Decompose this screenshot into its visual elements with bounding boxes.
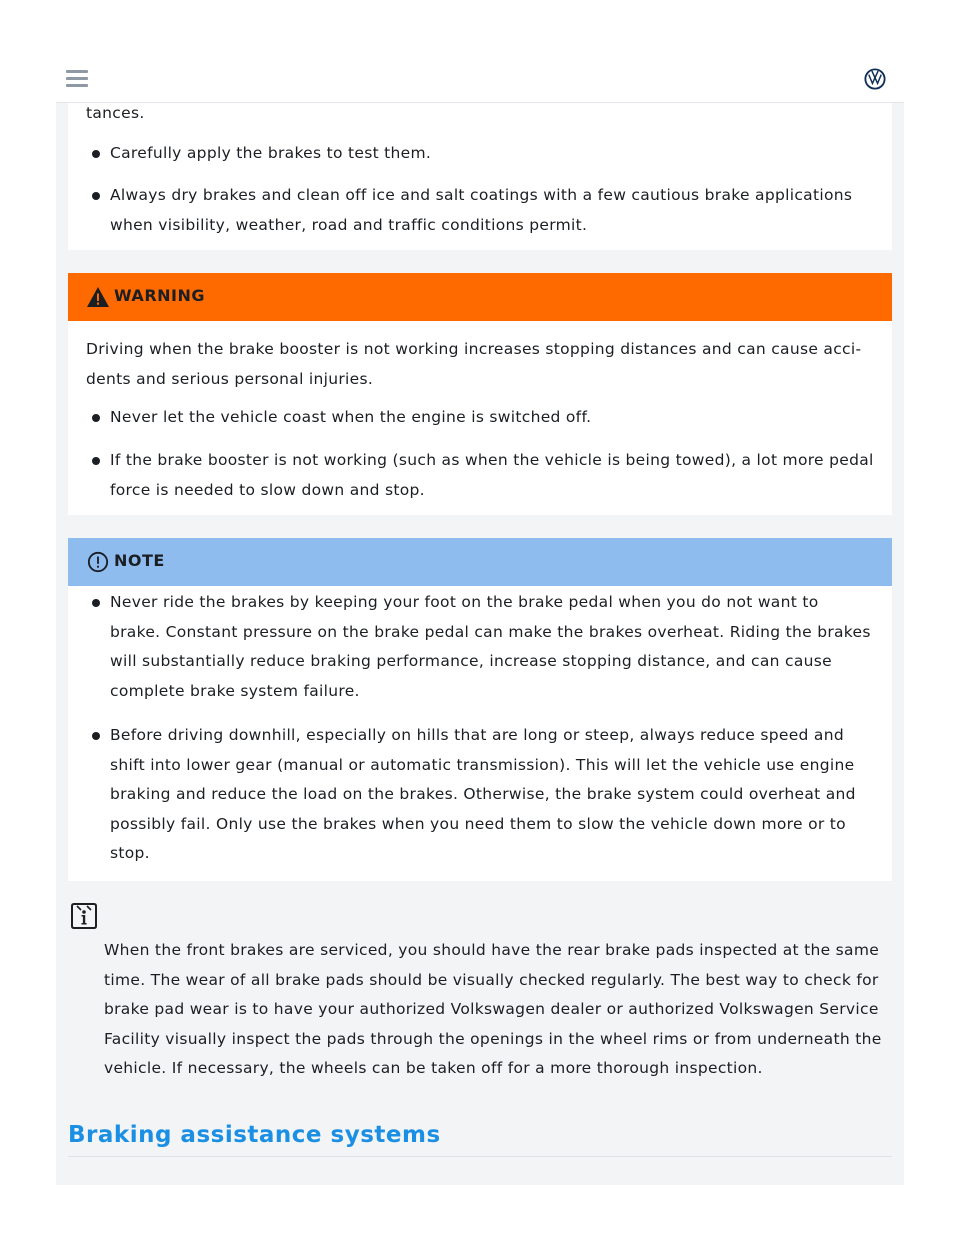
warning-header xyxy=(68,273,892,321)
section-title: Braking assistance systems xyxy=(68,1122,441,1148)
continued-card xyxy=(68,102,892,250)
list-item: Never ride the brakes by keeping your foot on the brake pedal when you do not want to brake. Constant pressure on the brake pedal can make the brakes overheat. Riding the brakes will substantially reduce braking performance, increase stopping distance, and can cause complete brake system failure. xyxy=(110,588,874,706)
list-item: Before driving downhill, especially on hills that are long or steep, always reduce speed and shift into lower gear (manual or automatic transmission). This will let the vehicle use engine braking and reduce the load on the brakes. Otherwise, the brake system could overheat and possibly fail. Only use the brakes when you need them to slow the vehicle down more or to stop. xyxy=(110,721,874,869)
hamburger-menu-icon[interactable] xyxy=(66,70,88,88)
note-header xyxy=(68,538,892,586)
warning-label: WARNING xyxy=(114,286,205,305)
top-bar xyxy=(56,56,904,103)
list-item: Carefully apply the brakes to test them. xyxy=(110,139,874,169)
list-item: Always dry brakes and clean off ice and salt coatings with a few cautious brake applications when visibility, weather, road and traffic conditions permit. xyxy=(110,181,874,240)
note-card xyxy=(68,538,892,881)
warning-triangle-icon xyxy=(86,286,110,308)
exclamation-circle-icon xyxy=(86,551,110,573)
info-text: When the front brakes are serviced, you should have the rear brake pads inspected at the same time. The wear of all brake pads should be visually checked regularly. The best way to check for brake pad wear is to have your authorized Volkswagen dealer or authorized Volkswagen Service Facility visually inspect the pads through the openings in the wheel rims or from underneath the vehicle. If necessary, the wheels can be taken off for a more thorough inspection. xyxy=(104,941,882,1077)
page-content xyxy=(56,102,904,1185)
warning-card xyxy=(68,273,892,515)
list-item: If the brake booster is not working (such as when the vehicle is being towed), a lot more pedal force is needed to slow down and stop. xyxy=(110,446,874,505)
section-divider xyxy=(68,1156,892,1157)
volkswagen-logo-icon[interactable] xyxy=(864,68,886,90)
text-fragment: tances. xyxy=(86,104,145,122)
note-label: NOTE xyxy=(114,551,165,570)
warning-intro: Driving when the brake booster is not working increases stopping distances and can cause acci-dents and serious personal injuries. xyxy=(86,340,862,388)
list-item: Never let the vehicle coast when the engine is switched off. xyxy=(110,403,874,433)
info-icon xyxy=(70,902,98,930)
